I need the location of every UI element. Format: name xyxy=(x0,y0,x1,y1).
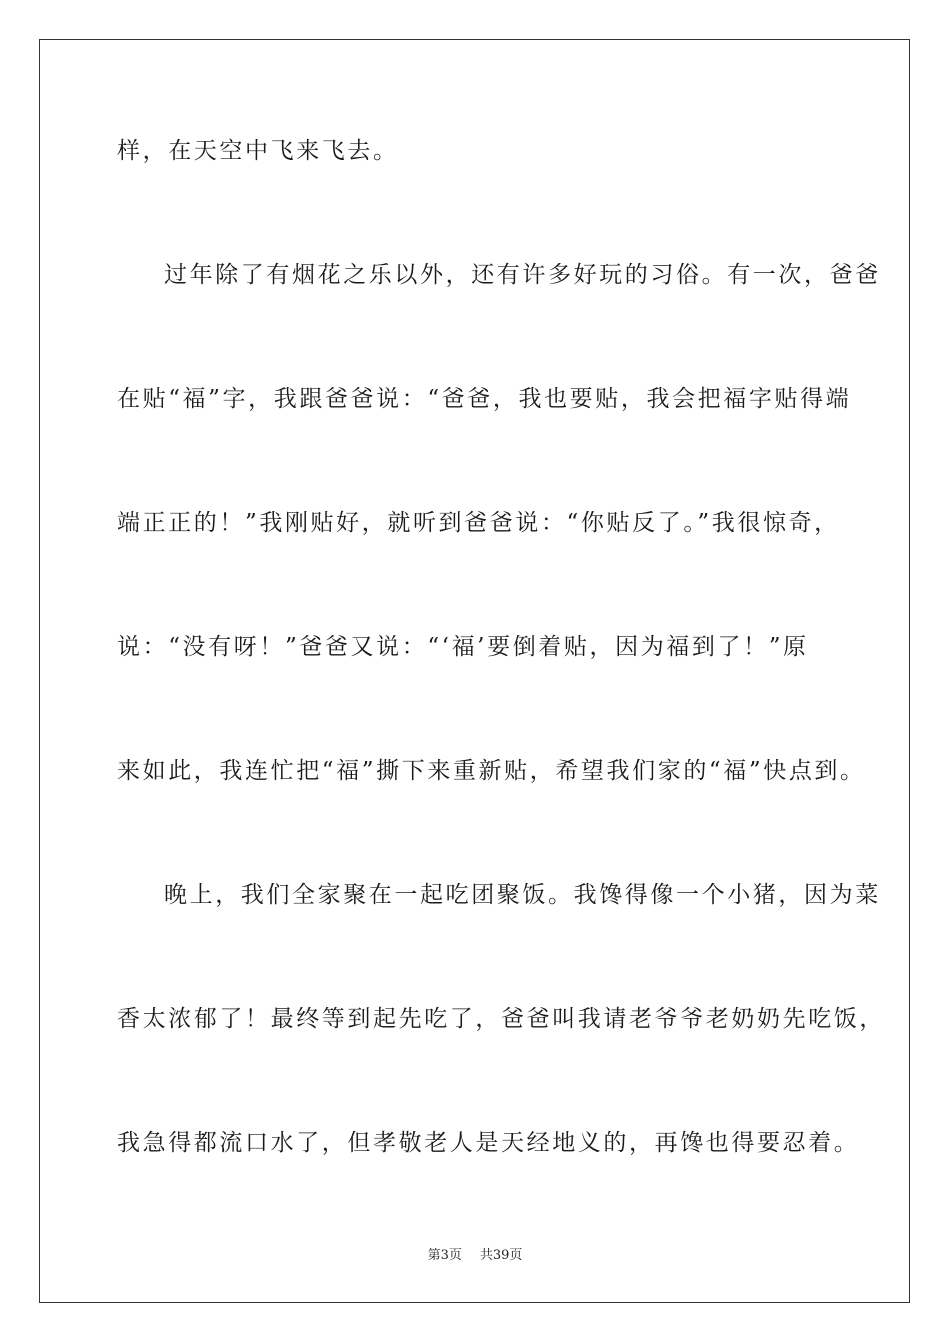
text-line: 说：“没有呀！”爸爸又说：“‘福’要倒着贴，因为福到了！”原 xyxy=(117,634,809,660)
paragraph-start-line: 过年除了有烟花之乐以外，还有许多好玩的习俗。有一次，爸爸 xyxy=(164,262,881,288)
text-line: 端正正的！”我刚贴好，就听到爸爸说：“你贴反了。”我很惊奇， xyxy=(117,510,840,536)
text-line: 我急得都流口水了，但孝敬老人是天经地义的，再馋也得要忍着。 xyxy=(117,1130,860,1156)
text-line: 香太浓郁了！最终等到起先吃了，爸爸叫我请老爷爷老奶奶先吃饭， xyxy=(117,1006,885,1032)
paragraph-start-line: 晚上，我们全家聚在一起吃团聚饭。我馋得像一个小猪，因为菜 xyxy=(164,882,881,908)
page-footer xyxy=(0,1248,950,1264)
text-line: 样，在天空中飞来飞去。 xyxy=(117,138,399,164)
text-line: 来如此，我连忙把“福”撕下来重新贴，希望我们家的“福”快点到。 xyxy=(117,758,866,784)
page-number: 第3页 xyxy=(427,1248,462,1263)
total-pages: 共39页 xyxy=(479,1248,523,1263)
text-line: 在贴“福”字，我跟爸爸说：“爸爸，我也要贴，我会把福字贴得端 xyxy=(117,386,852,412)
page-border xyxy=(39,39,910,1303)
